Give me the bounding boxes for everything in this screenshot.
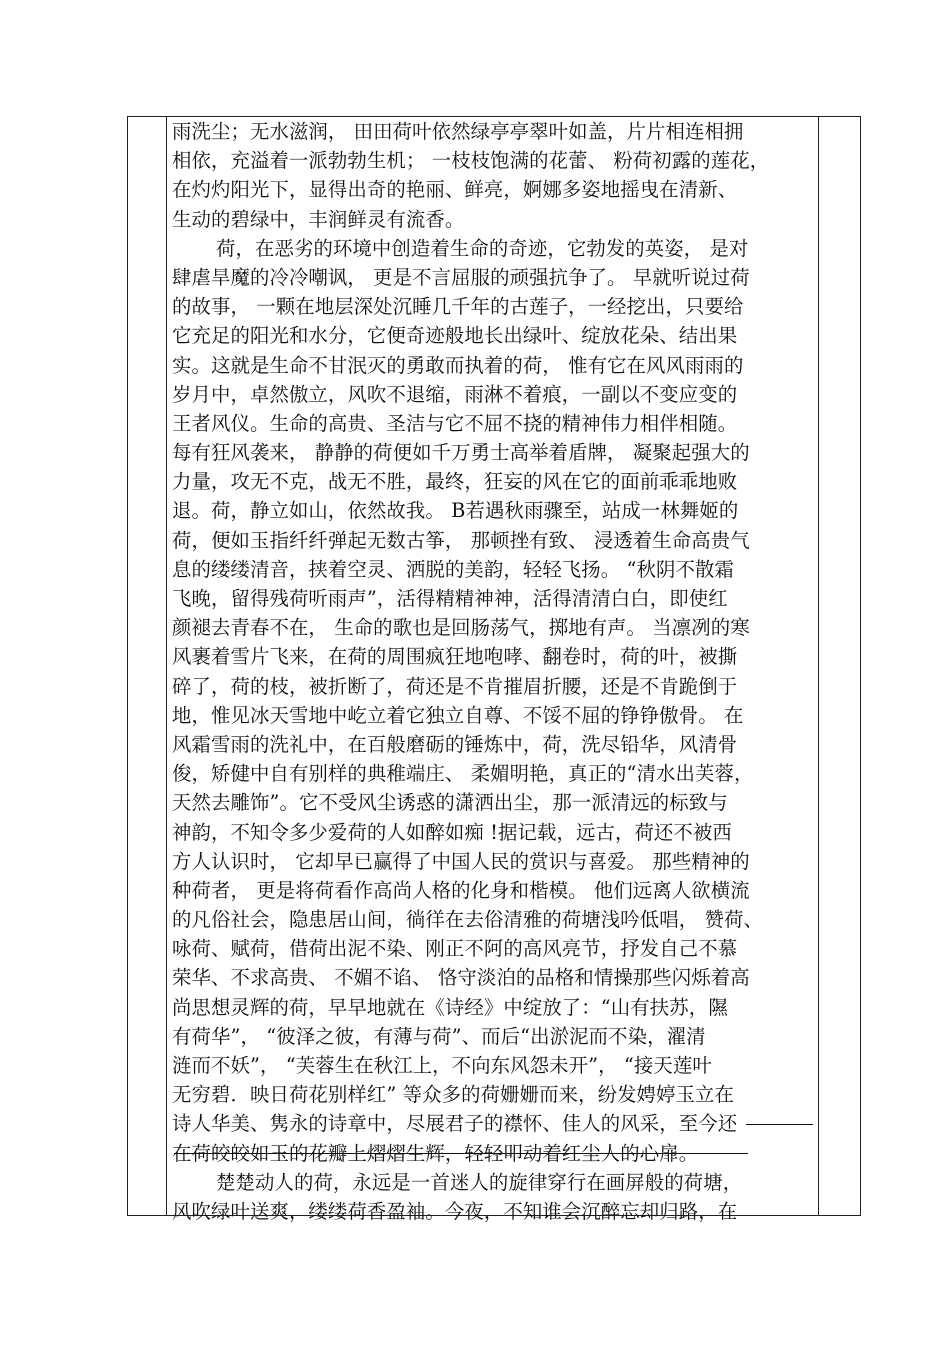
text-line: 种荷者， 更是将荷看作高尚人格的化身和楷模。 他们远离人欲横流 [172, 878, 750, 902]
text-line: 实。这就是生命不甘泯灭的勇敢而执着的荷， 惟有它在风风雨雨的 [172, 353, 744, 377]
text-line: 荷，便如玉指纤纤弹起无数古筝， 那顿挫有致、 浸透着生命高贵气 [172, 528, 750, 552]
text-line: 方人认识时， 它却早已赢得了中国人民的赏识与喜爱。 那些精神的 [172, 849, 750, 873]
text-line: 地，惟见冰天雪地中屹立着它独立自尊、不馁不屈的铮铮傲骨。 在 [172, 703, 744, 727]
text-line: 荷，在恶劣的环境中创造着生命的奇迹，它勃发的英姿， 是对 [216, 236, 749, 260]
essay-text-column [172, 117, 814, 1226]
text-line: 退。荷，静立如山，依然故我。 B若遇秋雨骤至，站成一林舞姬的 [172, 499, 739, 523]
text-line: 雨洗尘；无水滋润， 田田荷叶依然绿亭亭翠叶如盖，片片相连相拥 [172, 120, 744, 143]
text-line: 无穷碧．映日荷花别样红” 等众多的荷姗姗而来，纷发娉婷玉立在 [172, 1083, 735, 1107]
underline-mark [174, 1153, 748, 1154]
text-line: 俊，矫健中自有别样的典稚端庄、 柔媚明艳，真正的“清水出芙蓉， [172, 762, 754, 786]
text-line: 在荷皎皎如玉的花瓣上熠熠生辉，轻轻叩动着红尘人的心扉。 [172, 1141, 699, 1165]
underline-mark [746, 1124, 813, 1125]
text-line: 岁月中，卓然傲立，风吹不退缩，雨淋不着痕，一副以不变应变的 [172, 382, 738, 406]
text-line: 肆虐旱魔的冷冷嘲讽， 更是不言屈服的顽强抗争了。 早就听说过荷 [172, 265, 750, 289]
text-line: 荣华、不求高贵、 不媚不谄、 恪守淡泊的品格和情操那些闪烁着高 [172, 966, 750, 990]
text-line: 王者风仪。生命的高贵、圣洁与它不屈不挠的精神伟力相伴相随。 [172, 411, 738, 435]
left-column-divider [166, 116, 167, 1216]
text-line: 诗人华美、隽永的诗章中，尽展君子的襟怀、佳人的风采，至今还 [172, 1112, 738, 1136]
text-line: 生动的碧绿中，丰润鲜灵有流香。 [172, 207, 465, 231]
text-line: 的故事， 一颗在地层深处沉睡几千年的古莲子，一经挖出，只要给 [172, 295, 744, 319]
text-line: 它充足的阳光和水分，它便奇迹般地长出绿叶、绽放花朵、结出果 [172, 324, 738, 348]
text-line: 颜褪去青春不在， 生命的歌也是回肠荡气，掷地有声。 当凛冽的寒 [172, 616, 750, 640]
text-line: 风吹绿叶送爽，缕缕荷香盈袖。今夜，不知谁会沉醉忘却归路，在 [172, 1199, 738, 1223]
text-line: 楚楚动人的荷，永远是一首迷人的旋律穿行在画屏般的荷塘， [216, 1170, 743, 1194]
text-line: 碎了，荷的枝，被折断了，荷还是不肯摧眉折腰，还是不肯跪倒于 [172, 674, 738, 698]
text-line: 天然去雕饰”。它不受风尘诱惑的潇洒出尘，那一派清远的标致与 [172, 791, 728, 815]
text-line: 涟而不妖”， “芙蓉生在秋江上，不向东风怨未开”， “接天莲叶 [172, 1054, 712, 1077]
text-line: 飞晚，留得残荷听雨声”，活得精精神神，活得清清白白，即使红 [172, 587, 728, 610]
text-line: 力量，攻无不克，战无不胜，最终，狂妄的风在它的面前乖乖地败 [172, 470, 738, 494]
text-line: 尚思想灵辉的荷，早早地就在《诗经》中绽放了：“山有扶苏，隰 [172, 995, 728, 1019]
text-line: 风霜雪雨的洗礼中，在百般磨砺的锤炼中，荷，洗尽铅华，风清骨 [172, 732, 738, 756]
text-line: 在灼灼阳光下，显得出奇的艳丽、鲜亮，婀娜多姿地摇曳在清新、 [172, 178, 738, 202]
text-line: 神韵，不知令多少爱荷的人如醉如痴 !据记载，远古，荷还不被西 [172, 820, 732, 844]
right-column-divider [818, 116, 819, 1216]
text-line: 风裹着雪片飞来，在荷的周围疯狂地咆哮、翻卷时，荷的叶，被撕 [172, 645, 738, 669]
text-line: 的凡俗社会，隐患居山间，徜徉在去俗清雅的荷塘浅吟低唱， 赞荷、 [172, 908, 763, 932]
text-line: 相依，充溢着一派勃勃生机； 一枝枝饱满的花蕾、 粉荷初露的莲花， [172, 149, 770, 173]
text-line: 息的缕缕清音，挟着空灵、洒脱的美韵，轻轻飞扬。 “秋阴不散霜 [172, 557, 735, 581]
text-line: 有荷华”， “彼泽之彼，有薄与荷”、而后“出淤泥而不染，濯清 [172, 1024, 706, 1048]
text-line: 咏荷、赋荷，借荷出泥不染、刚正不阿的高风亮节，抒发自己不慕 [172, 937, 738, 961]
text-line: 每有狂风袭来， 静静的荷便如千万勇士高举着盾牌， 凝聚起强大的 [172, 441, 750, 465]
